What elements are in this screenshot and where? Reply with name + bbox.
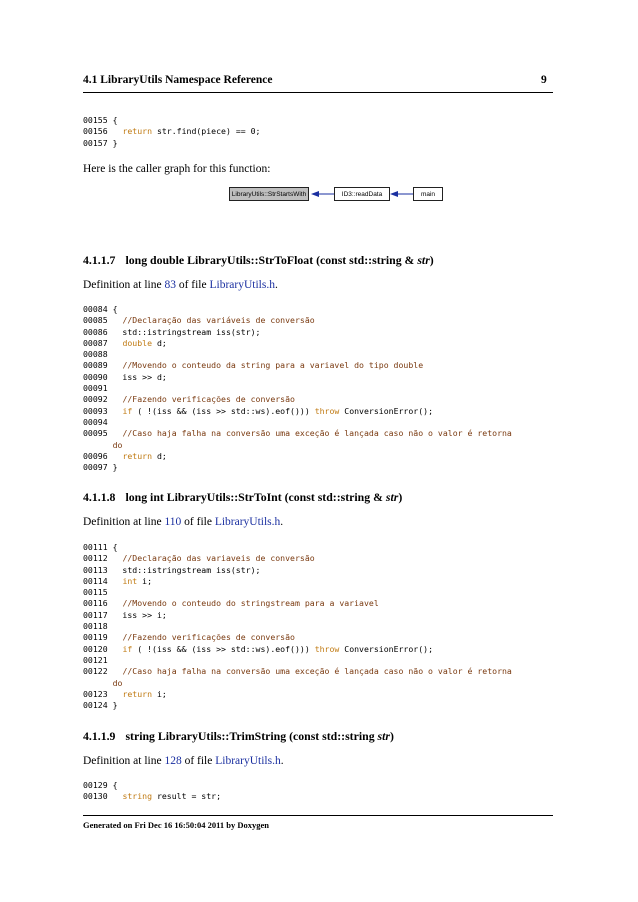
footer-text: Generated on Fri Dec 16 16:50:04 2011 by Doxygen bbox=[83, 820, 270, 830]
code-text bbox=[113, 632, 123, 642]
section-heading-strtoint bbox=[83, 490, 402, 505]
code-text: i; bbox=[137, 575, 153, 586]
code-comment: do bbox=[112, 439, 123, 450]
file-link[interactable]: LibraryUtils.h bbox=[215, 755, 281, 767]
graph-node-strstartswith[interactable]: LibraryUtils::StrStartsWith bbox=[229, 187, 309, 201]
code-line bbox=[83, 598, 512, 609]
caller-graph bbox=[83, 180, 553, 210]
code-text bbox=[113, 791, 123, 801]
definition-prefix: Definition at line bbox=[83, 516, 165, 528]
line-number: 00088 bbox=[83, 349, 113, 360]
code-comment: do bbox=[112, 677, 123, 688]
line-number: 00117 bbox=[83, 609, 113, 620]
line-number: 00121 bbox=[83, 654, 113, 665]
line-number: 00123 bbox=[83, 688, 113, 699]
code-line bbox=[83, 126, 260, 137]
line-number: 00130 bbox=[83, 791, 113, 802]
code-text bbox=[113, 126, 123, 136]
line-number: 00113 bbox=[83, 564, 113, 575]
code-text: } bbox=[112, 700, 118, 711]
code-line bbox=[83, 565, 512, 576]
line-number: 00091 bbox=[83, 383, 113, 394]
definition-line bbox=[83, 755, 284, 767]
code-text: ( !(iss && (iss >> std::ws).eof())) bbox=[132, 643, 315, 654]
code-keyword: if bbox=[122, 405, 133, 416]
code-line bbox=[83, 428, 512, 439]
line-number: 00114 bbox=[83, 575, 113, 586]
line-number: 00156 bbox=[83, 126, 113, 137]
footer-rule bbox=[83, 815, 553, 816]
code-comment: //Declaração das variáveis de conversão bbox=[122, 315, 315, 326]
code-line bbox=[83, 542, 512, 553]
line-number: 00129 bbox=[83, 780, 113, 790]
code-text bbox=[113, 666, 123, 676]
line-number: 00122 bbox=[83, 666, 113, 677]
definition-mid: of file bbox=[181, 516, 215, 528]
line-number: 00119 bbox=[83, 632, 113, 643]
line-number: 00095 bbox=[83, 428, 113, 439]
definition-suffix: . bbox=[280, 516, 284, 528]
code-text: ConversionError(); bbox=[339, 405, 434, 416]
line-link[interactable]: 83 bbox=[164, 279, 176, 291]
function-signature: string LibraryUtils::TrimString (const std::string bbox=[125, 729, 378, 743]
code-text: ConversionError(); bbox=[339, 643, 434, 654]
line-number: 00124 bbox=[83, 700, 113, 711]
line-number: 00111 bbox=[83, 542, 113, 552]
section-number: 4.1.1.8 bbox=[83, 490, 116, 504]
code-text: std::istringstream iss(str); bbox=[112, 564, 261, 575]
caller-graph-caption: Here is the caller graph for this function: bbox=[83, 163, 271, 175]
code-text bbox=[113, 644, 123, 654]
code-line bbox=[83, 678, 512, 689]
code-text: str.find(piece) == 0; bbox=[152, 126, 261, 137]
graph-node-main[interactable]: main bbox=[413, 187, 443, 201]
graph-node-readdata[interactable]: ID3::readData bbox=[334, 187, 390, 201]
definition-line bbox=[83, 279, 278, 291]
section-heading-strtofloat bbox=[83, 253, 434, 268]
code-text bbox=[113, 428, 123, 438]
signature-close: ) bbox=[429, 253, 434, 267]
code-text: ( !(iss && (iss >> std::ws).eof())) bbox=[132, 405, 315, 416]
signature-close: ) bbox=[398, 490, 403, 504]
code-line bbox=[83, 349, 512, 360]
code-keyword: throw bbox=[314, 405, 340, 416]
code-line bbox=[83, 115, 260, 126]
line-number: 00120 bbox=[83, 643, 113, 654]
param-name: str bbox=[417, 253, 430, 267]
definition-prefix: Definition at line bbox=[83, 755, 165, 767]
code-line bbox=[83, 462, 512, 473]
param-name: str bbox=[385, 490, 399, 504]
graph-arrowhead-1 bbox=[311, 191, 319, 197]
code-line bbox=[83, 610, 512, 621]
code-keyword: return bbox=[122, 126, 153, 137]
code-text: d; bbox=[152, 450, 167, 461]
code-line bbox=[83, 644, 512, 655]
code-line bbox=[83, 553, 512, 564]
line-number: 00090 bbox=[83, 371, 113, 382]
file-link[interactable]: LibraryUtils.h bbox=[209, 279, 275, 291]
section-heading-trimstring bbox=[83, 729, 394, 744]
code-block-trimstring bbox=[83, 780, 221, 803]
line-number: 00112 bbox=[83, 553, 113, 564]
code-text bbox=[113, 338, 123, 348]
code-text bbox=[113, 360, 123, 370]
definition-mid: of file bbox=[175, 279, 210, 291]
code-line bbox=[83, 576, 512, 587]
line-number: 00089 bbox=[83, 360, 113, 371]
code-comment: //Fazendo verificações de conversão bbox=[122, 632, 295, 643]
code-line bbox=[83, 315, 512, 326]
function-signature: long double LibraryUtils::StrToFloat (const std::string & bbox=[125, 253, 418, 267]
code-text: iss >> i; bbox=[112, 609, 167, 620]
line-number: 00155 bbox=[83, 115, 113, 125]
code-block-strtoint bbox=[83, 542, 512, 711]
code-text: { bbox=[112, 115, 118, 125]
code-text bbox=[113, 553, 123, 563]
line-number: 00085 bbox=[83, 315, 113, 326]
line-number: 00116 bbox=[83, 598, 113, 609]
line-link[interactable]: 128 bbox=[164, 755, 182, 767]
graph-arrowhead-2 bbox=[390, 191, 398, 197]
code-text: result = str; bbox=[152, 791, 222, 802]
code-text bbox=[113, 598, 123, 608]
code-line bbox=[83, 417, 512, 428]
code-text bbox=[113, 576, 123, 586]
code-keyword: return bbox=[122, 688, 153, 699]
line-link[interactable]: 110 bbox=[164, 516, 182, 528]
code-text: iss >> d; bbox=[112, 371, 167, 382]
code-keyword: return bbox=[122, 450, 153, 461]
code-line bbox=[83, 666, 512, 677]
code-keyword: string bbox=[122, 791, 153, 802]
code-line bbox=[83, 700, 512, 711]
param-name: str bbox=[377, 729, 391, 743]
code-line bbox=[83, 587, 512, 598]
code-line bbox=[83, 372, 512, 383]
code-text: d; bbox=[152, 337, 167, 348]
code-line bbox=[83, 621, 512, 632]
line-number: 00118 bbox=[83, 621, 113, 632]
code-block-strstartswith bbox=[83, 115, 260, 149]
code-text bbox=[113, 689, 123, 699]
line-number: 00094 bbox=[83, 416, 113, 427]
line-number: 00084 bbox=[83, 304, 113, 314]
code-line bbox=[83, 632, 512, 643]
code-comment: //Movendo o conteudo da string para a variavel do tipo double bbox=[122, 360, 424, 371]
line-number bbox=[83, 440, 113, 450]
code-line bbox=[83, 780, 221, 791]
code-comment: //Caso haja falha na conversão uma exceção é lançada caso não o valor é retorna bbox=[122, 666, 512, 677]
code-line bbox=[83, 451, 512, 462]
page-header-title: 4.1 LibraryUtils Namespace Reference bbox=[83, 74, 273, 86]
code-text bbox=[113, 394, 123, 404]
code-text bbox=[113, 315, 123, 325]
code-comment: //Caso haja falha na conversão uma exceção é lançada caso não o valor é retorna bbox=[122, 428, 512, 439]
code-line bbox=[83, 327, 512, 338]
code-text: { bbox=[112, 542, 118, 552]
code-text bbox=[113, 406, 123, 416]
code-comment: //Movendo o conteudo do stringstream para a variavel bbox=[122, 598, 379, 609]
code-text bbox=[113, 451, 123, 461]
definition-line bbox=[83, 516, 283, 528]
code-line bbox=[83, 406, 512, 417]
code-line bbox=[83, 655, 512, 666]
code-comment: //Declaração das variaveis de conversão bbox=[122, 553, 315, 564]
code-keyword: if bbox=[122, 643, 133, 654]
page-number: 9 bbox=[541, 74, 547, 86]
code-line bbox=[83, 304, 512, 315]
code-line bbox=[83, 338, 512, 349]
definition-mid: of file bbox=[181, 755, 216, 767]
code-line bbox=[83, 383, 512, 394]
code-line bbox=[83, 360, 512, 371]
line-number bbox=[83, 678, 113, 688]
line-number: 00096 bbox=[83, 450, 113, 461]
code-text: } bbox=[112, 137, 118, 148]
line-number: 00093 bbox=[83, 405, 113, 416]
code-comment: //Fazendo verificações de conversão bbox=[122, 394, 295, 405]
function-signature: long int LibraryUtils::StrToInt (const std::string & bbox=[125, 490, 386, 504]
line-number: 00097 bbox=[83, 462, 113, 473]
code-line bbox=[83, 138, 260, 149]
code-block-strtofloat bbox=[83, 304, 512, 473]
definition-suffix: . bbox=[274, 279, 278, 291]
code-keyword: double bbox=[122, 337, 153, 348]
line-number: 00092 bbox=[83, 394, 113, 405]
code-line bbox=[83, 689, 512, 700]
line-number: 00086 bbox=[83, 326, 113, 337]
code-text: i; bbox=[152, 688, 167, 699]
section-number: 4.1.1.9 bbox=[83, 729, 116, 743]
line-number: 00087 bbox=[83, 337, 113, 348]
code-text: { bbox=[112, 780, 118, 790]
code-keyword: throw bbox=[314, 643, 340, 654]
code-text: { bbox=[112, 304, 118, 314]
definition-prefix: Definition at line bbox=[83, 279, 165, 291]
signature-close: ) bbox=[390, 729, 394, 743]
section-number: 4.1.1.7 bbox=[83, 253, 116, 267]
line-number: 00115 bbox=[83, 587, 113, 598]
code-keyword: int bbox=[122, 575, 138, 586]
code-text: } bbox=[112, 462, 118, 473]
code-text: std::istringstream iss(str); bbox=[112, 326, 261, 337]
code-line bbox=[83, 791, 221, 802]
file-link[interactable]: LibraryUtils.h bbox=[214, 516, 281, 528]
code-line bbox=[83, 440, 512, 451]
line-number: 00157 bbox=[83, 137, 113, 148]
definition-suffix: . bbox=[280, 755, 284, 767]
code-line bbox=[83, 394, 512, 405]
header-rule bbox=[83, 92, 553, 93]
